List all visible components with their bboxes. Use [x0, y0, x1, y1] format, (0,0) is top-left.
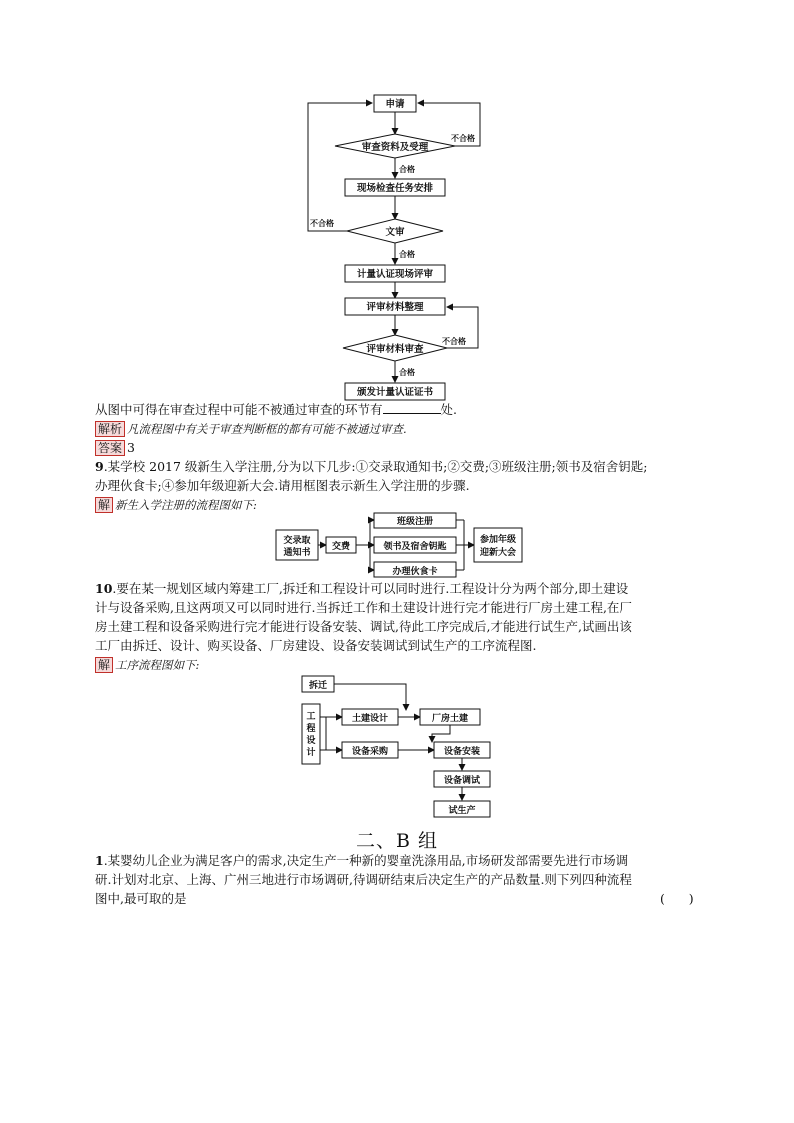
analysis-text: 凡流程图中有关于审查判断框的都有可能不被通过审查. [127, 422, 407, 436]
analysis-tag: 解析 [95, 421, 125, 437]
q9-number: 9 [95, 459, 104, 474]
q10-line-2: 计与设备采购,且这两项又可以同时进行.当拆迁工作和土建设计进行完才能进行厂房土建工程,在厂 [95, 600, 632, 615]
qb1-line-2: 研.计划对北京、上海、广州三地进行市场调研,待调研结束后决定生产的产品数量.则下列四种流程 [95, 872, 632, 887]
onsite-review-label: 计量认证现场评审 [356, 269, 434, 280]
submit-label-1: 交录取 [283, 536, 311, 546]
eng-design-char-4: 计 [306, 748, 316, 758]
q8-question: 从图中可得在审查过程中可能不被通过审查的环节有 处. [95, 402, 457, 417]
eng-design-char-1: 工 [306, 712, 316, 722]
solution-tag: 解 [95, 497, 113, 513]
qb1-line-1: 1.某婴幼儿企业为满足客户的需求,决定生产一种新的婴童洗涤用品,市场研发部需要先进行市场调 [95, 853, 629, 868]
meal-card-label: 办理伙食卡 [392, 567, 438, 577]
qb1-line-3: 图中,最可取的是 [95, 891, 187, 906]
meeting-label-2: 迎新大会 [479, 548, 517, 558]
factory-flowchart [296, 672, 506, 824]
pass-label-1: 合格 [399, 165, 415, 174]
q10-line-1: 10.要在某一规划区域内筹建工厂,拆迁和工程设计可以同时进行.工程设计分为两个部分,即土建设 [95, 581, 629, 596]
submit-label-2: 通知书 [283, 548, 311, 558]
meeting-label-1: 参加年级 [479, 535, 517, 545]
answer-value: 3 [127, 440, 135, 455]
q10-solution: 解 工序流程图如下: [95, 656, 199, 674]
trial-label: 试生产 [448, 806, 476, 816]
material-review-label: 评审材料审查 [366, 344, 424, 355]
answer-blank [383, 401, 441, 414]
apply-label: 申请 [385, 99, 405, 110]
q10-number: 10 [95, 581, 113, 596]
issue-label: 颁发计量认证证书 [356, 387, 434, 398]
qb1-number: 1 [95, 853, 104, 868]
q9-line-2: 办理伙食卡;④参加年级迎新大会.请用框图表示新生入学注册的步骤. [95, 478, 470, 493]
site-arrange-label: 现场检查任务安排 [356, 183, 434, 194]
doc-review-label: 文审 [385, 227, 405, 238]
pass-label-3: 合格 [399, 368, 415, 377]
fail-label-3: 不合格 [442, 337, 466, 346]
answer-tag: 答案 [95, 440, 125, 456]
q10-line-4: 工厂由拆迁、设计、购买设备、厂房建设、设备安装调试到试生产的工序流程图. [95, 638, 537, 653]
equip-install-label: 设备安装 [443, 747, 481, 757]
organize-label: 评审材料整理 [366, 302, 424, 313]
q10-line-3: 房土建工程和设备采购进行完才能进行设备安装、调试,待此工序完成后,才能进行试生产,试画出该 [95, 619, 632, 634]
section-heading: 二、B 组 [355, 830, 438, 852]
q9-solution: 解 新生入学注册的流程图如下: [95, 496, 257, 514]
certification-flowchart [300, 90, 500, 402]
demolish-label: 拆迁 [308, 681, 328, 691]
civil-design-label: 土建设计 [351, 714, 389, 724]
equip-test-label: 设备调试 [443, 776, 481, 786]
fail-label-1: 不合格 [451, 134, 475, 143]
q8-answer [95, 439, 135, 456]
eng-design-char-2: 程 [306, 724, 316, 734]
solution-tag: 解 [95, 657, 113, 673]
pay-label: 交费 [331, 542, 351, 552]
q8-analysis [95, 420, 407, 438]
review-accept-label: 审查资料及受理 [361, 142, 429, 153]
fail-label-2: 不合格 [310, 219, 334, 228]
factory-build-label: 厂房土建 [431, 714, 469, 724]
answer-parentheses: ( ) [660, 891, 694, 906]
equip-purchase-label: 设备采购 [351, 747, 389, 757]
q9-line-1: 9.某学校 2017 级新生入学注册,分为以下几步:①交录取通知书;②交费;③班级注册;领书及宿舍钥匙; [95, 459, 648, 474]
pass-label-2: 合格 [399, 250, 415, 259]
class-reg-label: 班级注册 [396, 517, 434, 527]
eng-design-char-3: 设 [306, 736, 316, 746]
registration-flowchart [268, 510, 530, 580]
books-keys-label: 领书及宿舍钥匙 [383, 542, 447, 552]
